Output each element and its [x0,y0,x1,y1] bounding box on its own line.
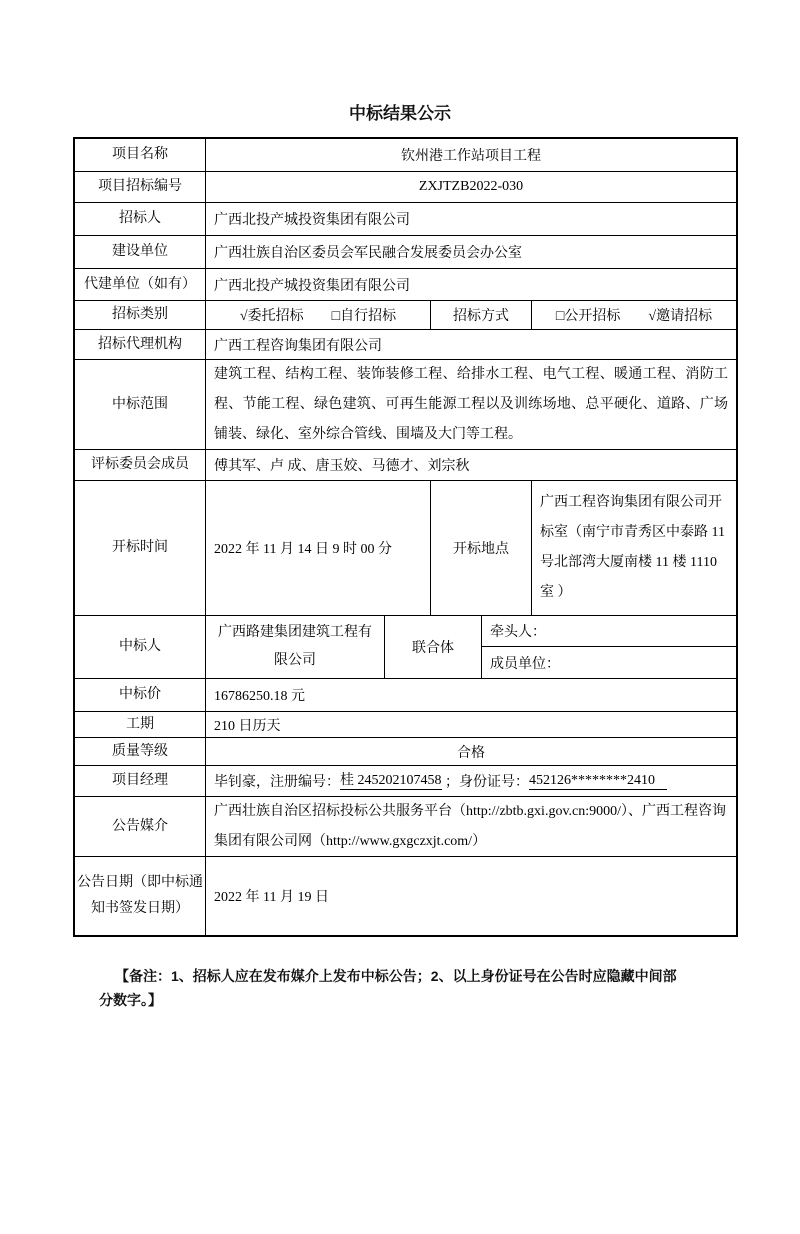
tender-category-options [206,301,431,329]
row-price [75,679,736,712]
bid-opening-time-value: 2022 年 11 月 14 日 9 时 00 分 [206,481,431,615]
price-label: 中标价 [75,679,206,711]
bid-opening-place-label: 开标地点 [431,481,532,615]
tender-no-label: 项目招标编号 [75,172,206,202]
tender-method-options [532,301,736,329]
tender-category-label: 招标类别 [75,301,206,329]
row-committee [75,450,736,481]
price-value: 16786250.18 元 [214,689,305,704]
row-tender-no [75,172,736,203]
row-project-name [75,139,736,172]
scope-value: 建筑工程、结构工程、装饰装修工程、给排水工程、电气工程、暖通工程、消防工程、节能工程、绿色建筑、可再生能源工程以及训练场地、总平硬化、道路、广场铺装、绿化、室外综合管线、围墙及大门等工程。 [214,366,728,442]
remark-note: 【备注：1、招标人应在发布媒介上发布中标公告；2、以上身份证号在公告时应隐藏中间部分数字。】 [99,968,677,1008]
agency-label: 招标代理机构 [75,330,206,359]
bid-opening-time-label: 开标时间 [75,481,206,615]
winner-label: 中标人 [75,616,206,678]
invite-checked-option: √邀请招标 [648,309,713,324]
entrust-checked-option: √委托招标 [239,309,304,324]
media-label: 公告媒介 [75,797,206,856]
row-quality [75,738,736,766]
scope-label: 中标范围 [75,360,206,449]
row-agency [75,330,736,360]
consortium-member-label: 成员单位： [490,656,560,672]
project-name-label: 项目名称 [75,139,206,171]
tender-method-label: 招标方式 [431,301,532,329]
construction-unit-value: 广西壮族自治区委员会军民融合发展委员会办公室 [214,246,522,261]
quality-value: 合格 [457,745,485,761]
manager-value [206,766,736,796]
construction-unit-label: 建设单位 [75,236,206,268]
committee-label: 评标委员会成员 [75,450,206,480]
manager-reg-no: 桂 245202107458 [340,773,442,788]
row-duration [75,712,736,738]
manager-separator-text: ；身份证号： [441,775,529,790]
row-announce-date [75,857,736,935]
quality-label: 质量等级 [75,738,206,765]
tenderer-label: 招标人 [75,203,206,235]
bid-opening-place-value: 广西工程咨询集团有限公司开标室（南宁市青秀区中泰路 11 号北部湾大厦南楼 11 楼 1110 室 ） [540,495,725,600]
project-name-value: 钦州港工作站项目工程 [401,149,541,164]
duration-value: 210 日历天 [214,718,281,734]
row-tenderer [75,203,736,236]
row-bid-opening [75,481,736,616]
consortium-leader-label: 牵头人： [482,616,736,647]
page-title: 中标结果公示 [349,104,451,123]
media-value: 广西壮族自治区招标投标公共服务平台（http://zbtb.gxi.gov.cn:9000/）、广西工程咨询集团有限公司网（http://www.gxgczxjt.com/） [214,803,727,849]
self-unchecked-option: □自行招标 [331,309,397,324]
consortium-detail [482,616,736,678]
agent-unit-value: 广西北投产城投资集团有限公司 [214,278,410,294]
row-agent-unit [75,269,736,301]
agency-value: 广西工程咨询集团有限公司 [214,338,382,354]
manager-id-no: 452126********2410 [529,772,667,790]
manager-label: 项目经理 [75,766,206,796]
tenderer-value: 广西北投产城投资集团有限公司 [214,213,410,228]
announce-date-value: 2022 年 11 月 19 日 [214,890,329,905]
duration-label: 工期 [75,712,206,737]
agent-unit-label: 代建单位（如有） [75,269,206,300]
row-construction-unit [75,236,736,269]
consortium-label: 联合体 [385,616,482,678]
bid-result-table [73,137,738,937]
row-winner [75,616,736,679]
row-tender-category [75,301,736,330]
row-media [75,797,736,857]
winner-name: 广西路建集团建筑工程有限公司 [218,625,372,668]
open-unchecked-option: □公开招标 [555,309,621,324]
tender-no-value: ZXJTZB2022-030 [418,179,524,194]
row-manager [75,766,736,797]
row-scope [75,360,736,450]
committee-value: 傅其军、卢 成、唐玉姣、马德才、刘宗秋 [214,459,470,474]
manager-name-text: 毕钊豪，注册编号： [214,775,340,790]
announce-date-label: 公告日期（即中标通知书签发日期） [75,857,206,935]
